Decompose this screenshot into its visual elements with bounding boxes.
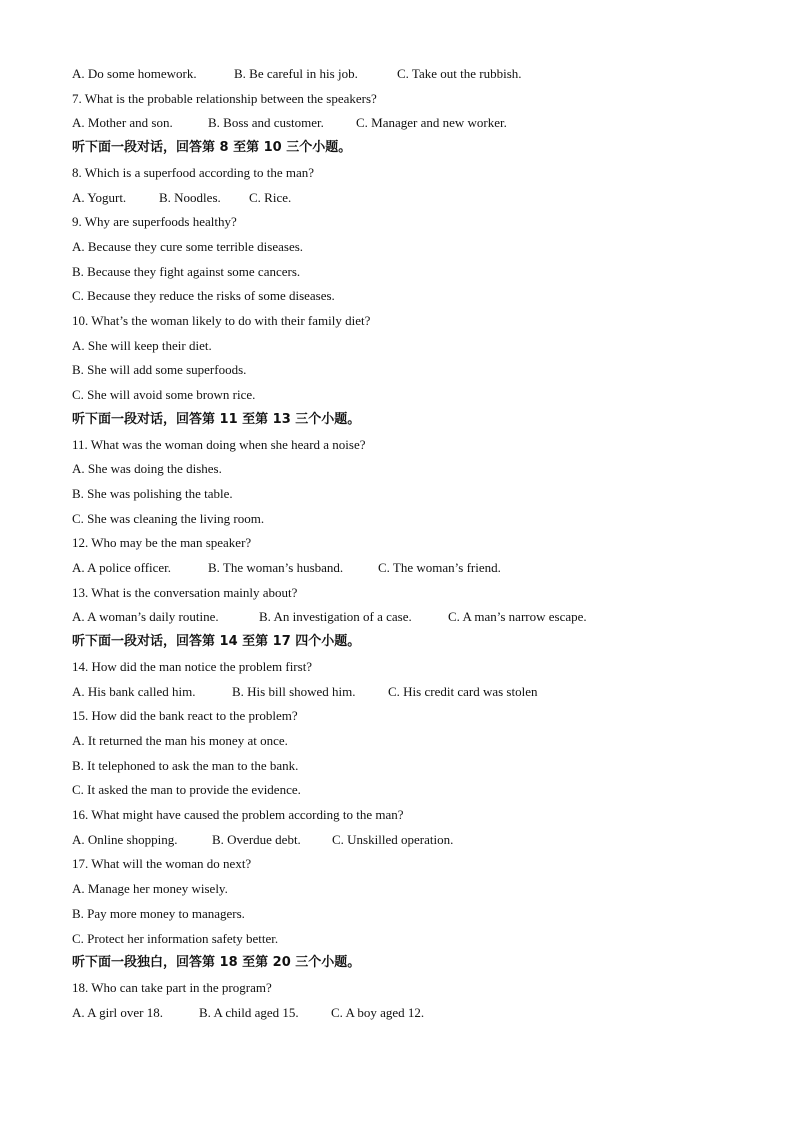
section-heading: 听下面一段独白，回答第 18 至第 20 三个小题。 bbox=[72, 955, 361, 970]
option-a: A. A police officer. bbox=[72, 560, 172, 575]
question-17: 17. What will the woman do next? bbox=[72, 856, 252, 871]
option-b: B. Be careful in his job. bbox=[234, 66, 358, 81]
option-a: A. A woman’s daily routine. bbox=[72, 609, 219, 624]
option-c: C. A boy aged 12. bbox=[331, 1005, 425, 1020]
options-line bbox=[72, 66, 522, 82]
options-line bbox=[72, 684, 537, 700]
section-heading: 听下面一段对话，回答第 14 至第 17 四个小题。 bbox=[72, 634, 361, 649]
question-12: 12. Who may be the man speaker? bbox=[72, 535, 252, 550]
options-line bbox=[72, 1005, 424, 1021]
answer-line: B. Because they fight against some cancers. bbox=[72, 264, 301, 279]
question-15: 15. How did the bank react to the problem? bbox=[72, 708, 298, 723]
option-b: B. Boss and customer. bbox=[208, 115, 324, 130]
option-b: B. Overdue debt. bbox=[212, 832, 301, 847]
answer-line: A. Manage her money wisely. bbox=[72, 881, 228, 896]
option-b: B. The woman’s husband. bbox=[208, 560, 344, 575]
question-18: 18. Who can take part in the program? bbox=[72, 980, 272, 995]
answer-line: C. She was cleaning the living room. bbox=[72, 511, 265, 526]
answer-line: C. Because they reduce the risks of some diseases. bbox=[72, 288, 335, 303]
question-16: 16. What might have caused the problem according to the man? bbox=[72, 807, 404, 822]
option-c: C. Unskilled operation. bbox=[332, 832, 454, 847]
option-a: A. His bank called him. bbox=[72, 684, 196, 699]
option-b: B. His bill showed him. bbox=[232, 684, 356, 699]
section-heading: 听下面一段对话，回答第 8 至第 10 三个小题。 bbox=[72, 140, 352, 155]
options-line bbox=[72, 115, 507, 131]
option-c: C. His credit card was stolen bbox=[388, 684, 538, 699]
question-9: 9. Why are superfoods healthy? bbox=[72, 214, 237, 229]
option-a: A. Do some homework. bbox=[72, 66, 197, 81]
answer-line: A. She will keep their diet. bbox=[72, 338, 212, 353]
option-b: B. Noodles. bbox=[159, 190, 221, 205]
option-a: A. Yogurt. bbox=[72, 190, 127, 205]
question-7: 7. What is the probable relationship between the speakers? bbox=[72, 91, 377, 106]
answer-line: C. She will avoid some brown rice. bbox=[72, 387, 256, 402]
options-line bbox=[72, 832, 453, 848]
question-11: 11. What was the woman doing when she heard a noise? bbox=[72, 437, 366, 452]
option-a: A. A girl over 18. bbox=[72, 1005, 163, 1020]
option-c: C. Rice. bbox=[249, 190, 292, 205]
option-b: B. A child aged 15. bbox=[199, 1005, 299, 1020]
section-heading: 听下面一段对话，回答第 11 至第 13 三个小题。 bbox=[72, 412, 361, 427]
question-8: 8. Which is a superfood according to the man? bbox=[72, 165, 314, 180]
options-line bbox=[72, 560, 501, 576]
answer-line: B. She will add some superfoods. bbox=[72, 362, 247, 377]
question-13: 13. What is the conversation mainly about? bbox=[72, 585, 298, 600]
answer-line: B. It telephoned to ask the man to the bank. bbox=[72, 758, 299, 773]
option-c: C. The woman’s friend. bbox=[378, 560, 501, 575]
question-10: 10. What’s the woman likely to do with their family diet? bbox=[72, 313, 371, 328]
answer-line: B. Pay more money to managers. bbox=[72, 906, 245, 921]
answer-line: A. It returned the man his money at once. bbox=[72, 733, 288, 748]
answer-line: C. Protect her information safety better. bbox=[72, 931, 279, 946]
option-a: A. Mother and son. bbox=[72, 115, 173, 130]
answer-line: A. Because they cure some terrible diseases. bbox=[72, 239, 304, 254]
question-14: 14. How did the man notice the problem first? bbox=[72, 659, 313, 674]
option-c: C. Manager and new worker. bbox=[356, 115, 507, 130]
option-c: C. A man’s narrow escape. bbox=[448, 609, 587, 624]
answer-line: B. She was polishing the table. bbox=[72, 486, 233, 501]
answer-line: C. It asked the man to provide the evidence. bbox=[72, 782, 301, 797]
options-line bbox=[72, 190, 291, 206]
answer-line: A. She was doing the dishes. bbox=[72, 461, 222, 476]
option-b: B. An investigation of a case. bbox=[259, 609, 412, 624]
option-a: A. Online shopping. bbox=[72, 832, 178, 847]
options-line bbox=[72, 609, 587, 625]
option-c: C. Take out the rubbish. bbox=[397, 66, 522, 81]
